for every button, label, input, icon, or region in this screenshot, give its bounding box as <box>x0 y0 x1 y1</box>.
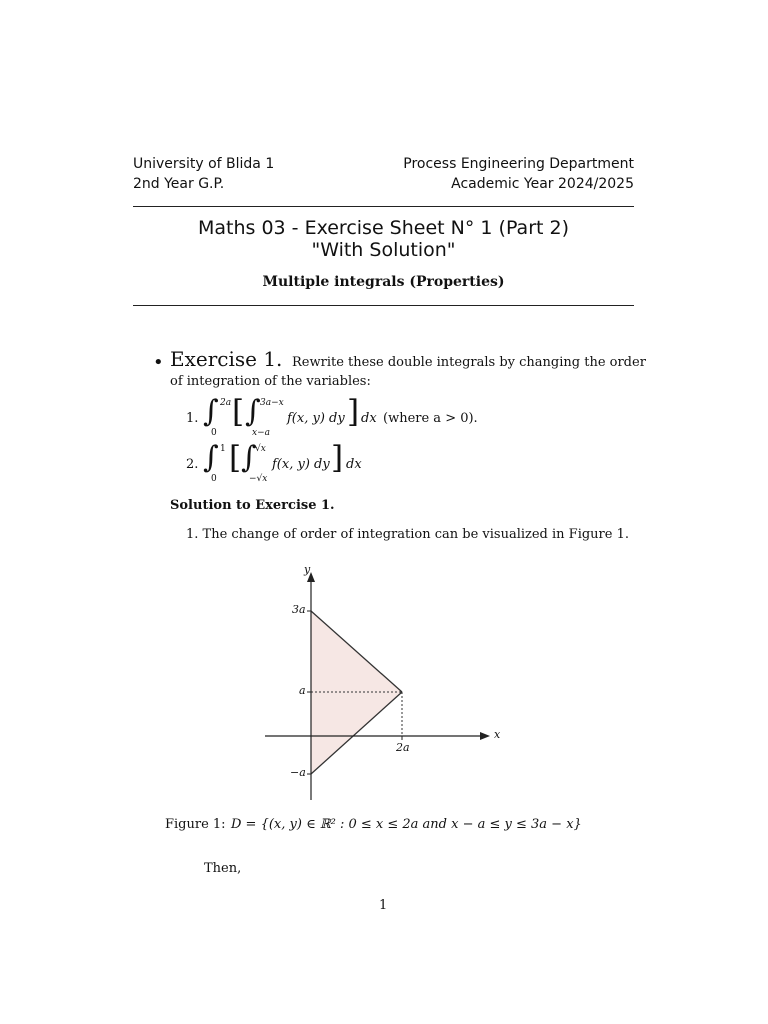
tick-label-3a: 3a <box>292 603 306 616</box>
y-axis-label: y <box>304 563 311 576</box>
outer-differential: dx <box>346 457 362 472</box>
outer-upper-limit: 2a <box>220 398 232 408</box>
outer-integral-sign: ∫ <box>203 440 219 475</box>
bullet: • <box>153 352 164 373</box>
outer-integral-sign: ∫ <box>203 394 219 429</box>
page-title-solution: "With Solution" <box>311 239 456 261</box>
exercise-heading: Exercise 1. <box>170 347 283 371</box>
left-bracket: [ <box>229 440 242 476</box>
figure-caption-math: D = {(x, y) ∈ ℝ² : 0 ≤ x ≤ 2a and x − a ≤ y ≤ 3a − x} <box>231 817 582 832</box>
outer-lower-limit: 0 <box>211 474 217 484</box>
tick-label-neg-a: −a <box>290 766 306 779</box>
item-number: 1. <box>186 411 199 426</box>
inner-lower-limit: x−a <box>252 428 270 438</box>
solution-heading: Solution to Exercise 1. <box>170 498 335 513</box>
page-title: Maths 03 - Exercise Sheet N° 1 (Part 2) <box>198 217 569 239</box>
exercise-statement-line1: Rewrite these double integrals by changing the order <box>292 355 646 370</box>
integrand: f(x, y) dy <box>287 411 345 426</box>
university-name: University of Blida 1 <box>133 156 275 172</box>
outer-lower-limit: 0 <box>211 428 217 438</box>
inner-lower-limit: −√x <box>249 474 268 484</box>
then-text: Then, <box>204 861 242 876</box>
inner-upper-limit: 3a−x <box>260 398 284 408</box>
outer-upper-limit: 1 <box>220 444 226 454</box>
department-name: Process Engineering Department <box>403 156 634 172</box>
page-subtitle: Multiple integrals (Properties) <box>262 274 505 290</box>
inner-upper-limit: √x <box>255 444 266 454</box>
item-number: 2. <box>186 457 199 472</box>
solution-item-1: 1. The change of order of integration can be visualized in Figure 1. <box>186 527 629 542</box>
page-number: 1 <box>379 898 388 913</box>
tick-label-2a: 2a <box>396 741 410 754</box>
outer-differential: dx <box>361 411 377 426</box>
integrand: f(x, y) dy <box>272 457 330 472</box>
x-axis-arrow <box>480 732 490 740</box>
right-bracket: ] <box>347 394 360 430</box>
tick-label-a: a <box>299 684 306 697</box>
academic-year: Academic Year 2024/2025 <box>451 176 634 192</box>
right-bracket: ] <box>331 440 344 476</box>
exercise-statement-line2: of integration of the variables: <box>170 374 371 389</box>
figure-caption-label: Figure 1: <box>165 817 226 832</box>
inner-integral-sign: ∫ <box>245 394 261 429</box>
left-bracket: [ <box>232 394 245 430</box>
x-axis-label: x <box>494 728 501 741</box>
year-group: 2nd Year G.P. <box>133 176 225 192</box>
inner-integral-sign: ∫ <box>241 440 257 475</box>
integral-note: (where a > 0). <box>383 411 478 426</box>
